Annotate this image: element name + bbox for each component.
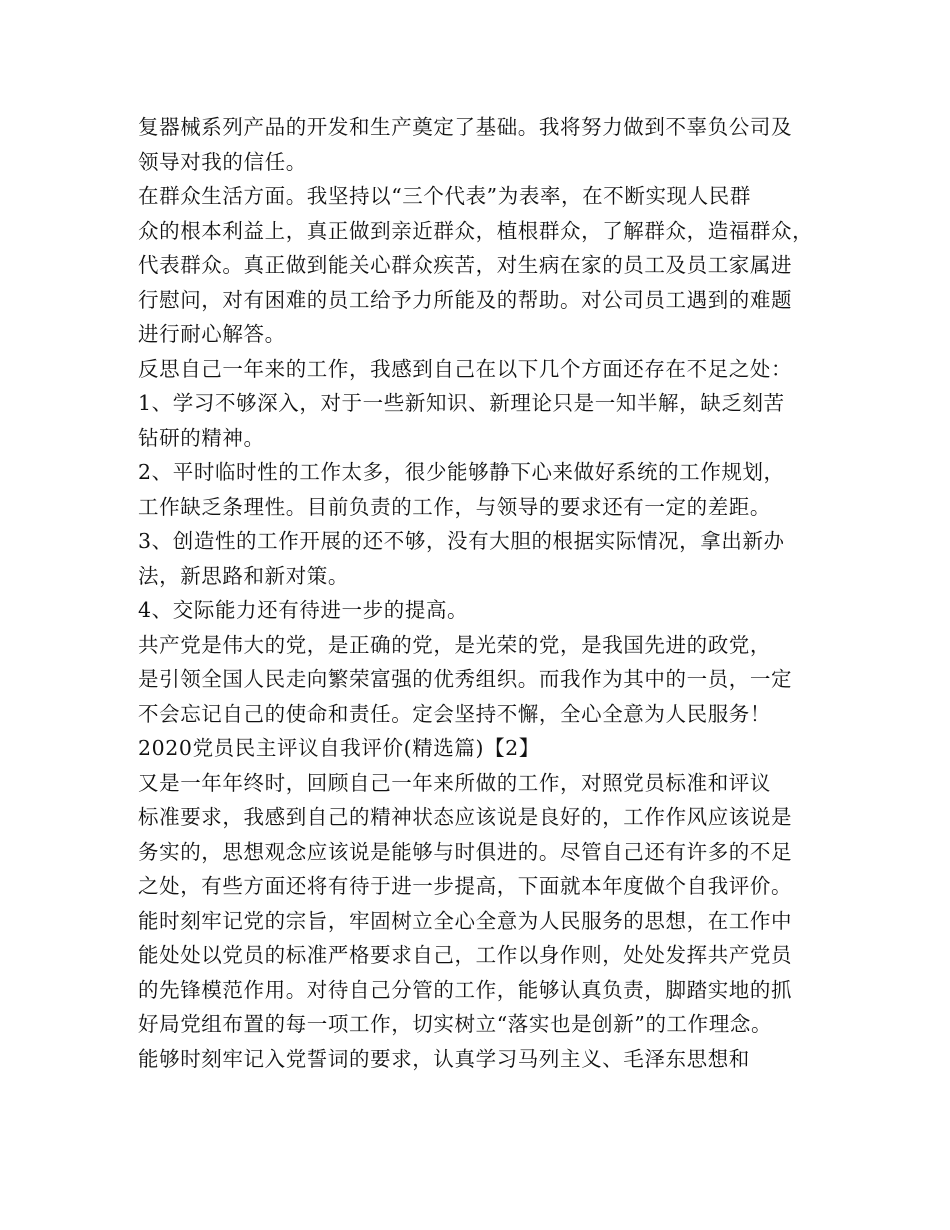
text-line: 领导对我的信任。 [138,149,307,174]
list-item-line: 3、创造性的工作开展的还不够，没有大胆的根据实际情况，拿出新办 [138,529,785,553]
text-line: 是引领全国人民走向繁荣富强的优秀组织。而我作为其中的一员，一定 [138,667,793,691]
text-line: 复器械系列产品的开发和生产奠定了基础。我将努力做到不辜负公司及 [138,115,793,139]
text-line: 进行耐心解答。 [138,322,286,346]
text-line: 标准要求，我感到自己的精神状态应该说是良好的，工作作风应该说是 [138,805,793,829]
text-line: 代表群众。真正做到能关心群众疾苦，对生病在家的员工及员工家属进 [138,253,793,277]
document-body [138,110,828,1076]
text-line: 钻研的精神。 [138,425,265,450]
list-item-line: 1、学习不够深入，对于一些新知识、新理论只是一知半解，缺乏刻苦 [138,391,785,415]
text-line: 行慰问，对有困难的员工给予力所能及的帮助。对公司员工遇到的难题 [138,287,793,312]
text-line: 能处处以党员的标准严格要求自己，工作以身作则，处处发挥共产党员 [138,943,793,967]
text-line: 能时刻牢记党的宗旨，牢固树立全心全意为人民服务的思想，在工作中 [138,908,793,933]
list-item-line: 2、平时临时性的工作太多，很少能够静下心来做好系统的工作规划， [138,460,785,484]
text-line: 务实的，思想观念应该说是能够与时俱进的。尽管自己还有许多的不足 [138,839,793,864]
text-line: 能够时刻牢记入党誓词的要求，认真学习马列主义、毛泽东思想和 [138,1046,750,1071]
text-line: 的先锋模范作用。对待自己分管的工作，能够认真负责，脚踏实地的抓 [138,977,793,1002]
text-line: 法，新思路和新对策。 [138,563,349,588]
list-item-line: 4、交际能力还有待进一步的提高。 [138,598,469,622]
text-line: 之处，有些方面还将有待于进一步提高，下面就本年度做个自我评价。 [138,874,793,898]
section-heading: 2020党员民主评议自我评价(精选篇)【2】 [138,736,540,760]
text-line: 好局党组布置的每一项工作，切实树立“落实也是创新”的工作理念。 [138,1012,773,1036]
text-line: 反思自己一年来的工作，我感到自己在以下几个方面还存在不足之处： [138,356,793,381]
text-line: 又是一年年终时，回顾自己一年来所做的工作，对照党员标准和评议 [138,770,771,795]
text-line: 不会忘记自己的使命和责任。定会坚持不懈，全心全意为人民服务！ [138,701,771,726]
text-line: 工作缺乏条理性。目前负责的工作，与领导的要求还有一定的差距。 [138,494,771,519]
text-line: 共产党是伟大的党，是正确的党，是光荣的党，是我国先进的政党， [138,632,771,657]
text-line: 众的根本利益上，真正做到亲近群众，植根群众，了解群众，造福群众， [138,218,814,243]
text-line: 在群众生活方面。我坚持以“三个代表”为表率，在不断实现人民群 [138,184,751,208]
